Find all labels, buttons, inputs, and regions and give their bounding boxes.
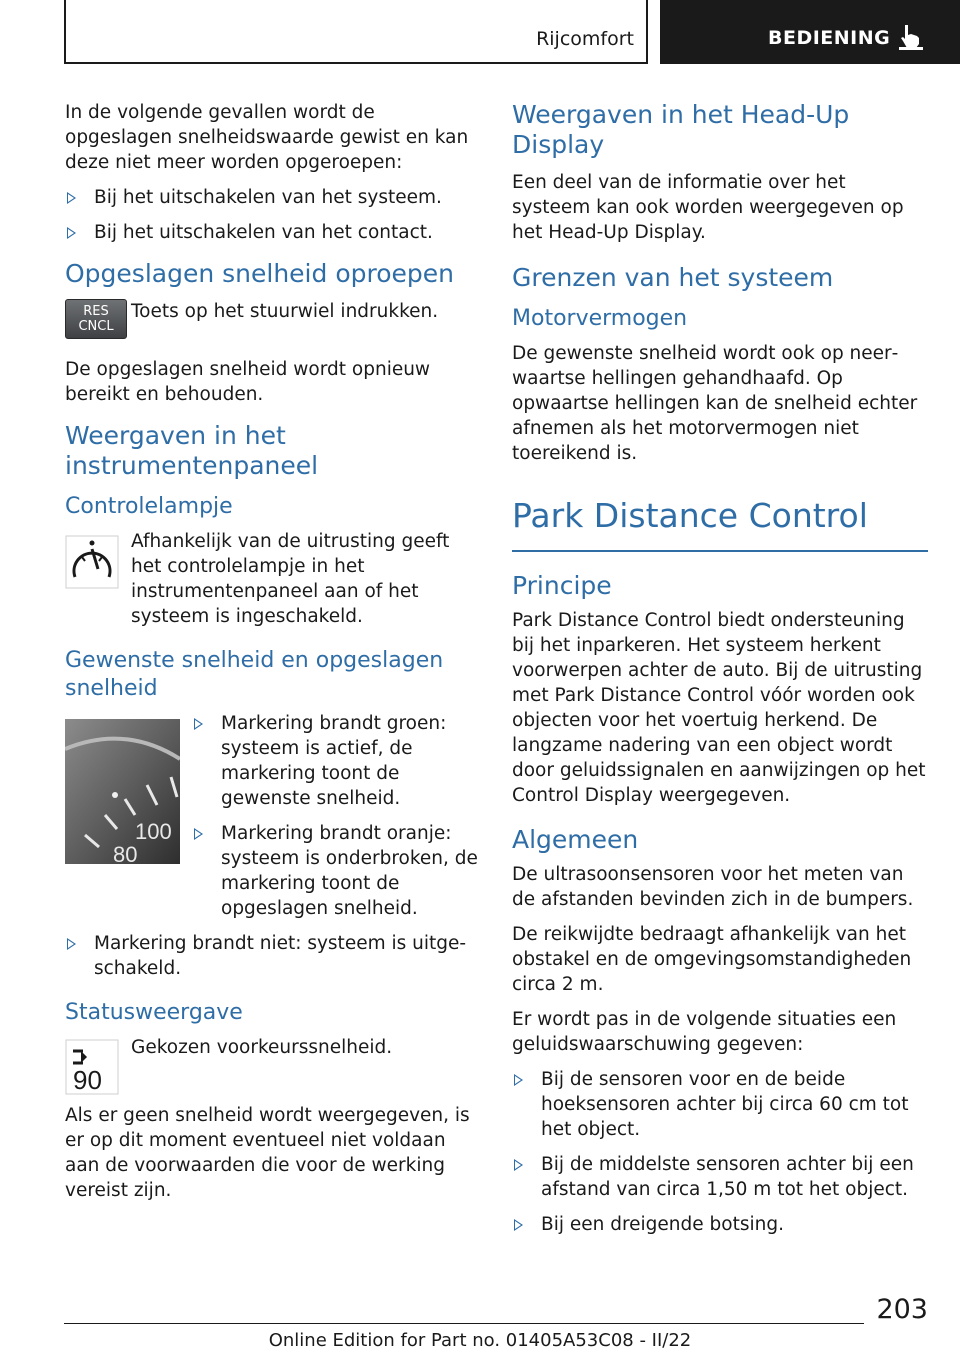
right-column — [512, 100, 928, 1247]
intro-bullet-list — [65, 185, 481, 245]
triangle-bullet-icon — [514, 1219, 523, 1231]
speedometer-gauge-image — [65, 719, 180, 864]
heading-recall-speed: Opgeslagen snelheid oproepen — [65, 259, 454, 288]
hud-paragraph: Een deel van de informatie over het systeem kan ook worden weergegeven op het Head-Up Display. — [512, 172, 904, 243]
status-note: Als er geen snelheid wordt weergegeven, is er op dit moment eventueel niet voldaan aan de voorwaarden die voor de werking vereist zijn. — [65, 1105, 470, 1201]
general-paragraph-2: De reikwijdte bedraagt afhankelijk van het obstakel en de omgevingsomstandigheden circa 2 m. — [512, 924, 912, 995]
list-item: Markering brandt groen: systeem is actief, de markering toont de gewenste snelheid. — [192, 711, 481, 811]
list-item: Bij de middelste sensoren achter bij een afstand van circa 1,50 m tot het object. — [512, 1152, 928, 1202]
general-bullet-list — [512, 1067, 928, 1237]
recall-row — [65, 299, 481, 347]
general-paragraph-3: Er wordt pas in de volgende situaties een geluidswaarschuwing gegeven: — [512, 1009, 897, 1055]
triangle-bullet-icon — [514, 1159, 523, 1171]
heading-status-display: Statusweergave — [65, 1000, 243, 1025]
gauge-label-80: 80 — [113, 842, 138, 864]
gauge-label-100: 100 — [135, 819, 172, 844]
heading-park-distance-control: Park Distance Control — [512, 496, 928, 552]
recall-result: De opgeslagen snelheid wordt opnieuw bereikt en behouden. — [65, 359, 431, 405]
status-speed-value: 90 — [73, 1065, 102, 1095]
heading-system-limits: Grenzen van het systeem — [512, 263, 834, 292]
triangle-bullet-icon — [194, 718, 203, 730]
triangle-bullet-icon — [67, 192, 76, 204]
header-section-box — [64, 0, 648, 64]
heading-instrument-displays: Weergaven in het instrumentenpaneel — [65, 421, 319, 480]
heading-principle: Principe — [512, 571, 612, 600]
heading-engine-power: Motorvermogen — [512, 306, 688, 331]
general-paragraph-1: De ultrasoonsensoren voor het meten van de afstanden bevinden zich in de bumpers. — [512, 864, 914, 910]
intro-paragraph: In de volgende gevallen wordt de opgeslagen snelheidswaarde gewist en kan deze niet meer worden opgeroepen: — [65, 102, 469, 173]
list-item: Bij het uitschakelen van het systeem. — [65, 185, 481, 210]
list-item: Markering brandt oranje: systeem is onderbroken, de markering toont de opgeslagen snelheid. — [192, 821, 481, 921]
heading-general: Algemeen — [512, 825, 639, 854]
page-number: 203 — [876, 1294, 928, 1325]
list-item: Bij het uitschakelen van het contact. — [65, 220, 481, 245]
list-item: Bij een dreigende botsing. — [512, 1212, 928, 1237]
list-item: Markering brandt niet: systeem is uitgeschakeld. — [65, 931, 481, 981]
status-description: Gekozen voorkeurssnelheid. — [131, 1037, 393, 1058]
lamp-row — [65, 529, 481, 629]
status-row — [65, 1035, 481, 1093]
header-chapter-title: BEDIENING — [768, 27, 891, 49]
triangle-bullet-icon — [194, 828, 203, 840]
triangle-bullet-icon — [67, 227, 76, 239]
speed-display-icon — [65, 1039, 119, 1095]
header-section-title: Rijcomfort — [536, 28, 634, 50]
principle-paragraph: Park Distance Control biedt ondersteuning bij het inparkeren. Het systeem herkent voorwerpen achter de auto. Bij de uitrusting met Park Distance Control vóór worden ook objecten voor het voertuig herkend. De langzame nadering van een object wordt door geluidssignalen en aanwijzingen op het Control Display weergegeven. — [512, 610, 926, 806]
triangle-bullet-icon — [67, 938, 76, 950]
speedometer-indicator-icon — [65, 535, 119, 589]
desired-bullet-list-full — [65, 931, 481, 981]
left-column — [65, 100, 481, 1213]
pointing-hand-icon — [898, 22, 924, 50]
heading-indicator-lamp: Controlelampje — [65, 494, 233, 519]
desired-bullet-list — [192, 711, 481, 921]
engine-paragraph: De gewenste snelheid wordt ook op neerwaartse hellingen gehandhaafd. Op opwaartse hellingen kan de snelheid echter afnemen als het motorvermogen niet toereikend is. — [512, 343, 918, 464]
footer-divider — [64, 1323, 864, 1324]
recall-instruction: Toets op het stuurwiel indrukken. — [131, 301, 439, 322]
res-cncl-button-icon: RES CNCL — [65, 299, 127, 339]
heading-desired-speed: Gewenste snelheid en opgeslagen snelheid — [65, 648, 444, 701]
gauge-row — [65, 711, 481, 921]
heading-hud: Weergaven in het Head-Up Display — [512, 100, 850, 159]
lamp-description: Afhankelijk van de uitrusting geeft het controlelampje in het instrumentenpaneel aan of het systeem is ingeschakeld. — [131, 531, 450, 627]
triangle-bullet-icon — [514, 1074, 523, 1086]
header-chapter-box — [660, 0, 960, 64]
footer-edition: Online Edition for Part no. 01405A53C08 - II/22 — [268, 1330, 692, 1351]
list-item: Bij de sensoren voor en de beide hoeksensoren achter bij circa 60 cm tot het object. — [512, 1067, 928, 1142]
